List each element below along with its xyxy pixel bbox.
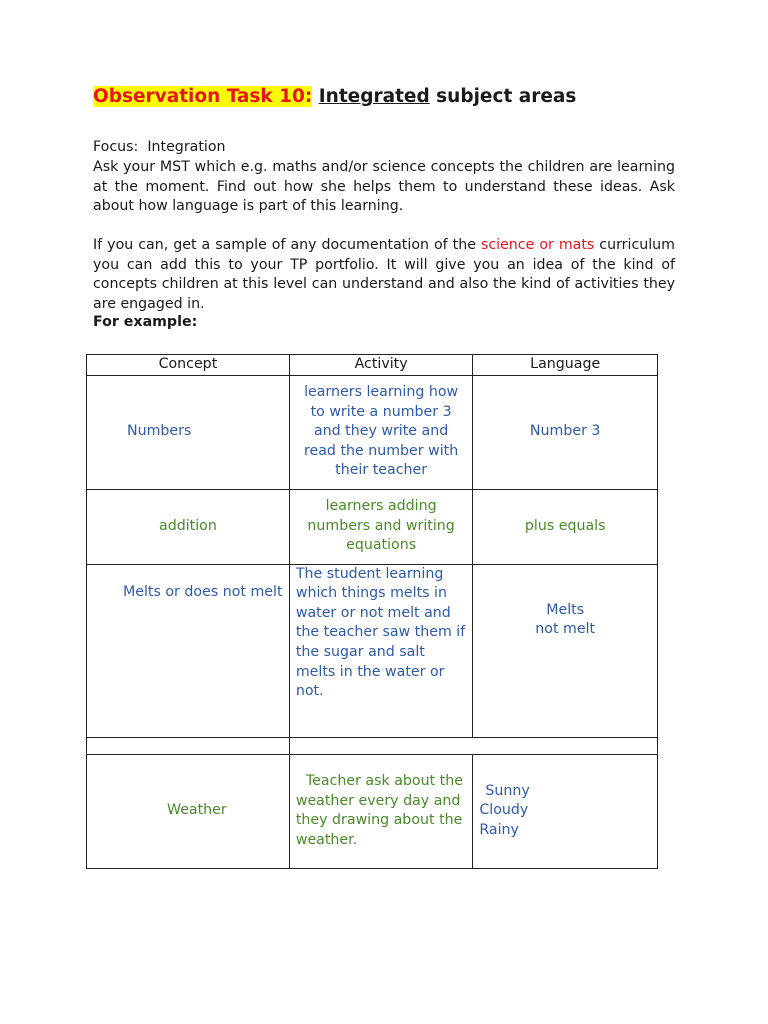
focus-line [93, 138, 675, 158]
language-line: Cloudy [479, 802, 529, 819]
cell-concept: Weather [87, 754, 290, 868]
integration-table [86, 354, 658, 869]
cell-activity: The student learning which things melts in water or not melt and the teacher saw them if the sugar and salt melts in the water or not. [289, 564, 473, 737]
cell-activity-empty [289, 737, 657, 754]
header-activity: Activity [289, 355, 473, 376]
focus-value: Integration [147, 139, 226, 155]
title-rest: subject areas [429, 86, 577, 107]
cell-activity: Teacher ask about the weather every day and they drawing about the weather. [289, 754, 473, 868]
instructions-paragraph-2 [93, 236, 675, 314]
language-line: Melts [546, 601, 585, 618]
cell-language: Number 3 [473, 375, 658, 489]
cell-language [473, 754, 658, 868]
header-concept: Concept [87, 355, 290, 376]
cell-activity: learners adding numbers and writing equations [289, 489, 473, 564]
for-example-heading: For example: [93, 314, 198, 330]
para2-text-before: If you can, get a sample of any documentation of the [93, 237, 481, 253]
table-row [87, 564, 658, 737]
language-line: Rainy [479, 821, 519, 838]
page-title [93, 86, 576, 107]
para2-highlight-red: science or mats [480, 237, 595, 253]
table-row [87, 489, 658, 564]
cell-language: plus equals [473, 489, 658, 564]
table-row [87, 375, 658, 489]
cell-concept: Melts or does not melt [87, 564, 290, 737]
cell-concept: Numbers [87, 375, 290, 489]
title-highlight [93, 86, 312, 107]
instructions-paragraph-1: Ask your MST which e.g. maths and/or science concepts the children are learning at the moment. Find out how she helps them to understand these ideas. Ask about how language is part of this learning. [93, 159, 675, 215]
header-language: Language [473, 355, 658, 376]
focus-label: Focus: [93, 139, 139, 155]
table-header-row [87, 355, 658, 376]
para2-text-after: curriculum you can add this to your TP portfolio. It will give you an idea of the kind of concepts children at this level can understand and also the kind of activities they are engaged in. [93, 237, 675, 312]
table-row [87, 754, 658, 868]
cell-activity: learners learning how to write a number 3 and they write and read the number with their teacher [289, 375, 473, 489]
cell-concept: addition [87, 489, 290, 564]
cell-concept-empty [87, 737, 290, 754]
title-colon: : [304, 86, 313, 107]
language-line: not melt [535, 621, 596, 638]
title-underlined-word: Integrated [318, 86, 430, 107]
language-line: Sunny [485, 782, 530, 799]
title-task-number: Observation Task 10 [93, 86, 305, 107]
cell-language [473, 564, 658, 737]
table-row-empty [87, 737, 658, 754]
